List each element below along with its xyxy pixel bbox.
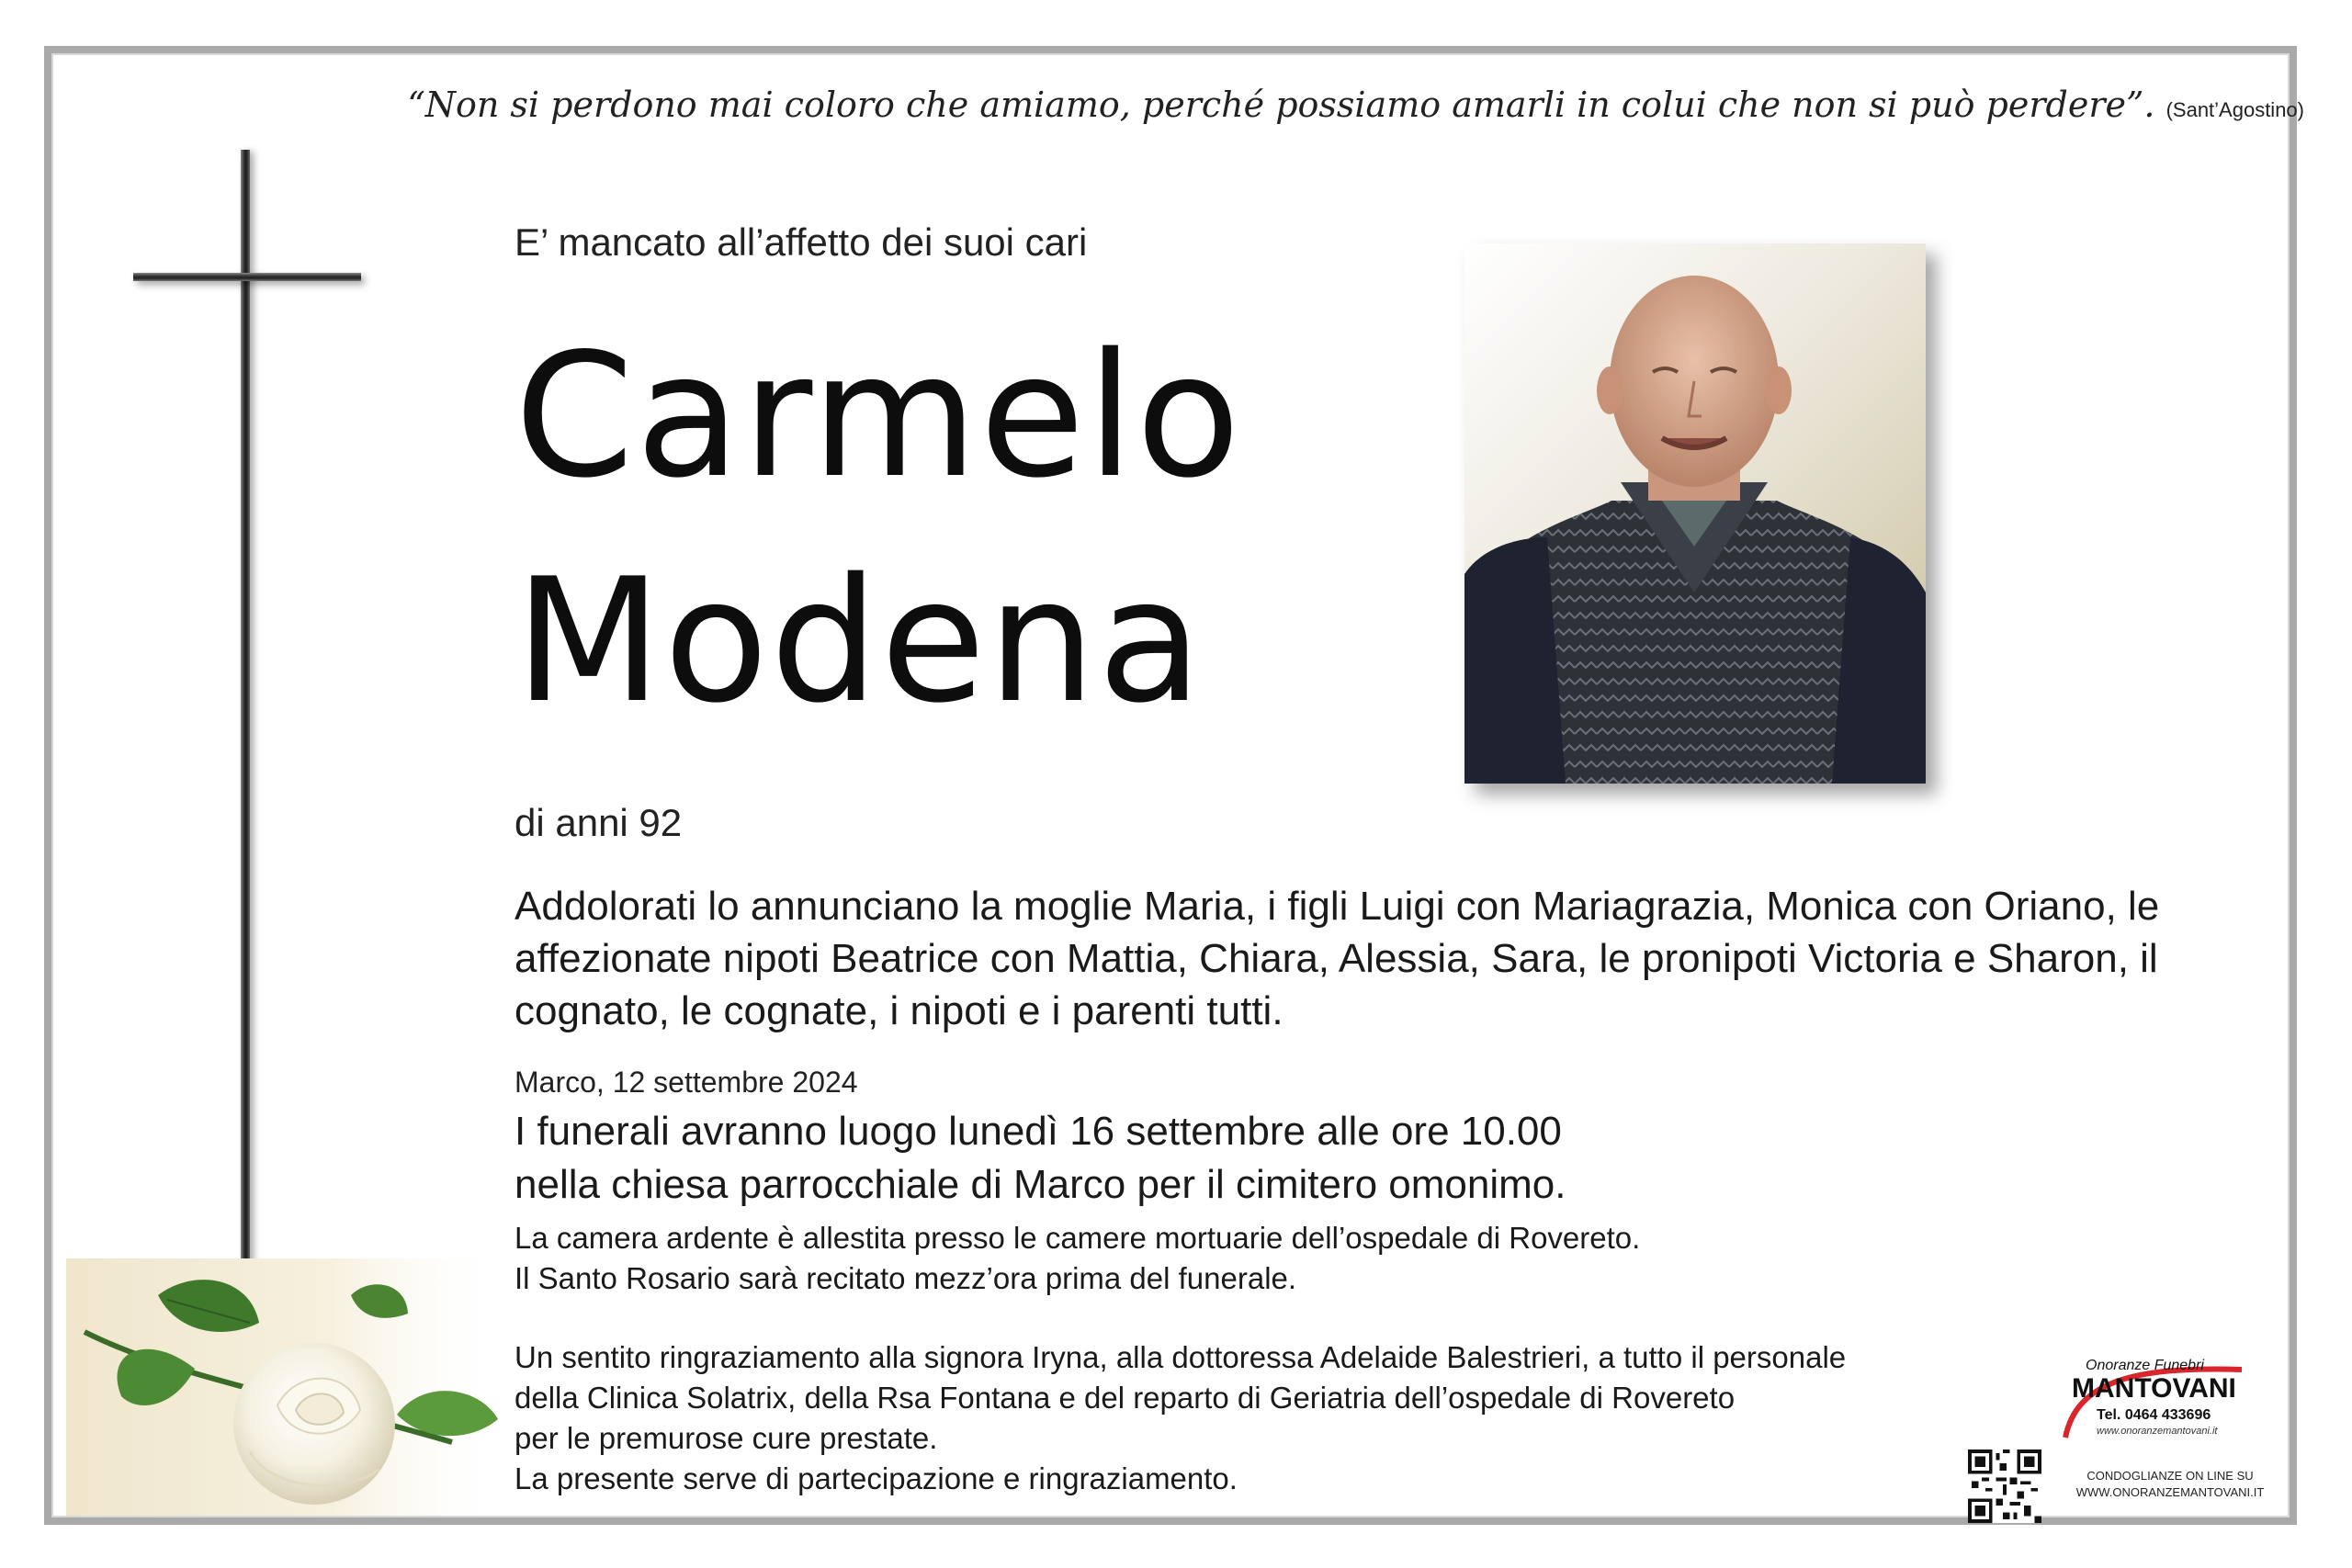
age-text: di anni 92 — [514, 801, 683, 844]
quote-text: “Non si perdono mai coloro che amiamo, perché possiamo amarli in colui che non si può perdere”. — [407, 85, 2155, 125]
portrait-photo — [1464, 243, 1926, 784]
intro-text: E’ mancato all’affetto dei suoi cari — [514, 220, 1088, 264]
quote — [407, 85, 2304, 125]
funeral-details — [514, 1218, 2168, 1299]
qr-code-icon — [1968, 1450, 2041, 1523]
thanks-line: La presente serve di partecipazione e ringraziamento. — [514, 1461, 1238, 1495]
funeral-line: nella chiesa parrocchiale di Marco per il cimitero omonimo. — [514, 1162, 1566, 1207]
thanks-line: per le premurose cure prestate. — [514, 1421, 938, 1455]
cross-icon — [241, 150, 250, 1289]
condolences-link[interactable]: WWW.ONORANZEMANTOVANI.IT — [2075, 1485, 2265, 1499]
family-announcement: Addolorati lo annunciano la moglie Maria, i figli Luigi con Mariagrazia, Monica con Oriano, le affezionate nipoti Beatrice con Mattia, Chiara, Alessia, Sara, le pronipoti Victoria e Sharon, il cognato, le cognate, i nipoti e i parenti tutti. — [514, 884, 2160, 1033]
thanks-line: della Clinica Solatrix, della Rsa Fontana e del reparto di Geriatria dell’ospedale di Rovereto — [514, 1381, 1736, 1415]
place-date: Marco, 12 settembre 2024 — [514, 1066, 858, 1099]
cross-bar — [133, 273, 361, 281]
last-name: Modena — [514, 541, 1204, 740]
funeral-detail-line: La camera ardente è allestita presso le camere mortuarie dell’ospedale di Rovereto. — [514, 1221, 1641, 1255]
agency-tagline: Onoranze Funebri — [2086, 1358, 2204, 1373]
condolences-line: CONDOGLIANZE ON LINE SU — [2086, 1469, 2254, 1483]
first-name: Carmelo — [514, 316, 1243, 515]
funeral-line: I funerali avranno luogo lunedì 16 settembre alle ore 10.00 — [514, 1109, 1562, 1154]
funeral-detail-line: Il Santo Rosario sarà recitato mezz’ora prima del funerale. — [514, 1261, 1297, 1295]
thanks-text — [514, 1337, 2168, 1499]
quote-attribution: (Sant’Agostino) — [2165, 98, 2304, 121]
condolences-note — [2051, 1468, 2290, 1501]
agency-logo — [2058, 1346, 2278, 1447]
agency-name: MANTOVANI — [2072, 1373, 2236, 1404]
agency-website: www.onoranzemantovani.it — [2097, 1426, 2218, 1437]
agency-phone: Tel. 0464 433696 — [2097, 1407, 2211, 1423]
thanks-line: Un sentito ringraziamento alla signora Iryna, alla dottoressa Adelaide Balestrieri, a tutto il personale — [514, 1340, 1847, 1374]
white-rose-icon — [66, 1258, 507, 1516]
funeral-info — [514, 1105, 2168, 1212]
